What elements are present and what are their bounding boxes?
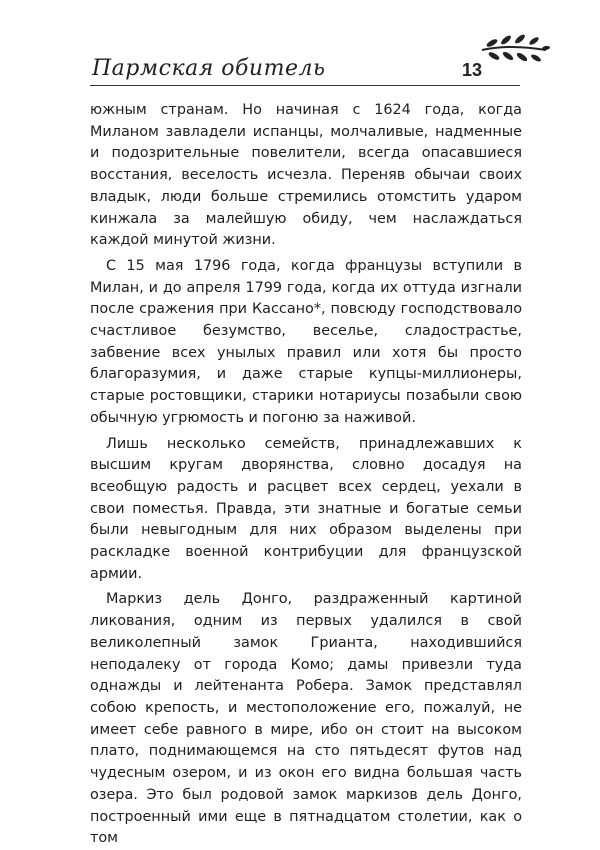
- page-number: 13: [462, 60, 483, 80]
- paragraph-1: южным странам. Но начиная с 1624 года, когда Миланом завладели испанцы, молчаливые, надменные и подозрительные повелители, всегда опасавшиеся восстания, веселость исчезла. Переняв обычаи своих владык, люди больше стремились отомстить ударом кинжала за малейшую обиду, чем наслаждаться каждой минутой жизни.: [90, 102, 522, 249]
- paragraph-3: Лишь несколько семейств, принадлежавших к высшим кругам дворянства, словно досадуя на всеобщую радость и расцвет всех сердец, уехали в свои поместья. Правда, эти знатные и богатые семьи были невыгодным для них образом выделены при раскладке военной контрибуции для французской армии.: [90, 435, 522, 582]
- laurel-sprig-icon: [478, 28, 550, 68]
- paragraph-2: С 15 мая 1796 года, когда французы вступили в Милан, и до апреля 1799 года, когда их оттуда изгнали после сражения при Кассано*, повсюду господствовало счастливое безумство, веселье, сладострастье, забвение всех унылых правил или хотя бы просто благоразумия, и даже старые купцы-миллионеры, старые ростовщики, старики нотариусы позабыли свою обычную угрюмость и погоню за наживой.: [90, 257, 522, 426]
- page-body: [90, 100, 522, 850]
- running-header-title: Пармская обитель: [92, 56, 326, 81]
- paragraph-4: Маркиз дель Донго, раздраженный картиной ликования, одним из первых удалился в свой великолепный замок Грианта, находившийся неподалеку от города Комо; дамы привезли туда однажды и лейтенанта Робера. Замок представлял собою крепость, и местоположение его, пожалуй, не имеет себе равного в мире, ибо он стоит на высоком плато, поднимающемся на сто пятьдесят футов над чудесным озером, и из окон его видна большая часть озера. Это был родовой замок маркизов дель Донго, построенный ими еще в пятнадцатом столетии, как о том: [90, 591, 522, 847]
- header-rule: [90, 85, 520, 86]
